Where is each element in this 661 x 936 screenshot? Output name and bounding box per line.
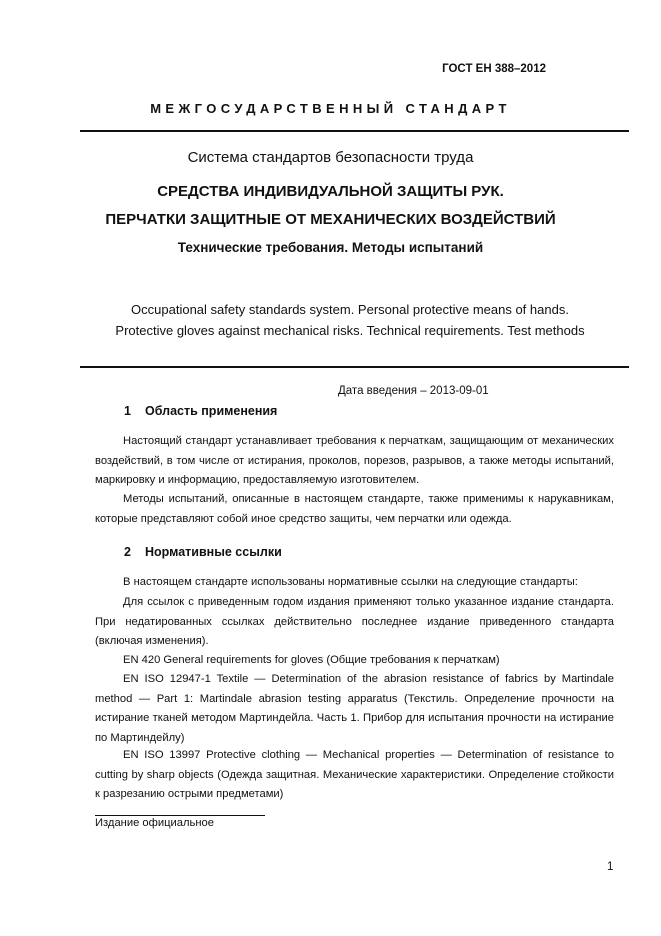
main-title-line-2: ПЕРЧАТКИ ЗАЩИТНЫЕ ОТ МЕХАНИЧЕСКИХ ВОЗДЕЙСТВИЙ [105, 211, 556, 228]
paragraph-text: В настоящем стандарте использованы нормативные ссылки на следующие стандарты: [123, 576, 578, 588]
main-title-line-3: Технические требования. Методы испытаний [177, 240, 484, 255]
main-title-line-1: СРЕДСТВА ИНДИВИДУАЛЬНОЙ ЗАЩИТЫ РУК. [157, 183, 504, 200]
footnote-divider [95, 815, 265, 816]
paragraph-text: Для ссылок с приведенным годом издания применяют только указанное издание стандарта. При недатированных ссылках действительно последнее издание приведенного стандарта (включая изменения). [95, 596, 614, 648]
footnote: Издание официальное [95, 817, 214, 829]
paragraph-text: Методы испытаний, описанные в настоящем стандарте, также применимы к нарукавникам, которые представляют собой иное средство защиты, чем перчатки или одежда. [95, 493, 614, 525]
gost-code: ГОСТ ЕН 388–2012 [442, 63, 546, 75]
paragraph-text: Настоящий стандарт устанавливает требования к перчаткам, защищающим от механических воздействий, в том числе от истирания, проколов, порезов, разрывов, а также методы испытаний, маркировку и информацию, предоставляемую изготовителем. [95, 435, 614, 487]
section-title: Нормативные ссылки [145, 545, 282, 559]
section-heading [124, 404, 277, 418]
section-number: 1 [124, 404, 131, 418]
section-title: Область применения [145, 404, 278, 418]
paragraph [95, 593, 614, 652]
standards-system-title: Система стандартов безопасности труда [187, 149, 474, 166]
bottom-divider [80, 366, 629, 368]
reference-item [95, 651, 614, 671]
paragraph [95, 432, 614, 491]
interstate-standard-heading: МЕЖГОСУДАРСТВЕННЫЙ СТАНДАРТ [150, 101, 511, 116]
intro-date: Дата введения – 2013-09-01 [338, 385, 489, 397]
english-title-line-1: Occupational safety standards system. Personal protective means of hands. [131, 302, 569, 317]
reference-text: EN ISO 12947-1 Textile — Determination of the abrasion resistance of fabrics by Martindale method — Part 1: Martindale abrasion testing apparatus (Текстиль. Определение прочности на истирание тканей методом Мартиндейла. Часть 1. Прибор для испытания прочности на истирание по Мартиндейлу) [95, 673, 614, 745]
page-number: 1 [607, 861, 614, 873]
section-number: 2 [124, 545, 131, 559]
reference-text: EN ISO 13997 Protective clothing — Mechanical properties — Determination of resistance to cutting by sharp objects (Одежда защитная. Механические характеристики. Определение стойкости к разрезанию острыми предметами) [95, 749, 614, 801]
english-title-line-2: Protective gloves against mechanical risks. Technical requirements. Test methods [115, 323, 585, 338]
section-heading [124, 545, 282, 559]
paragraph [95, 573, 614, 593]
paragraph [95, 490, 614, 529]
reference-item [95, 746, 614, 805]
reference-item [95, 670, 614, 749]
top-divider [80, 130, 629, 132]
reference-text: EN 420 General requirements for gloves (Общие требования к перчаткам) [123, 654, 500, 666]
